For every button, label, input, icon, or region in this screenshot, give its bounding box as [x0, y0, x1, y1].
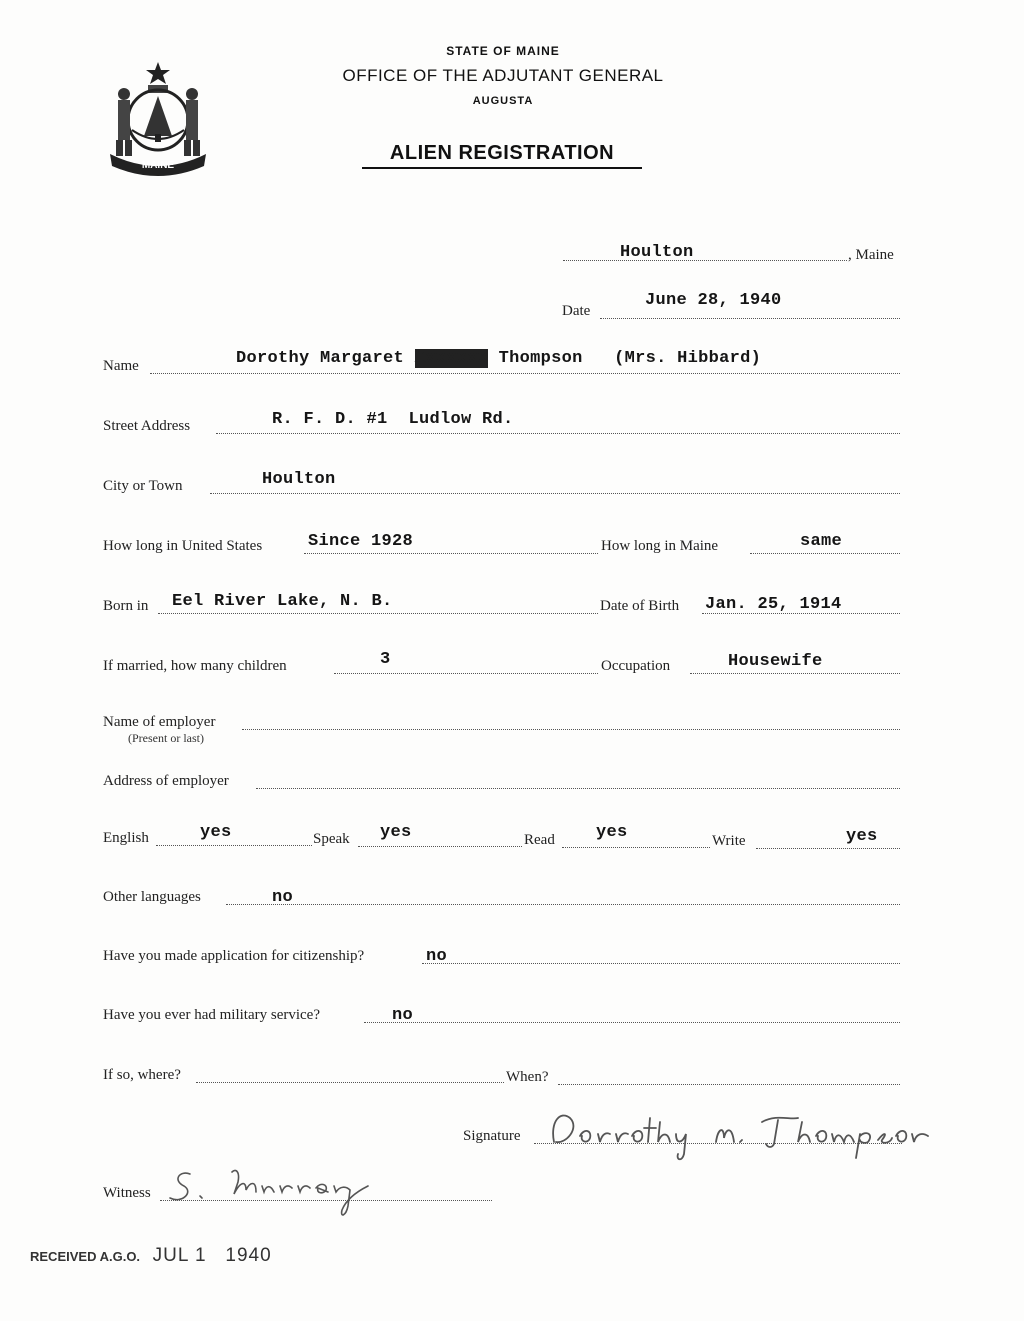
other-languages-line	[226, 904, 900, 905]
city-line	[210, 493, 900, 494]
english-line	[156, 845, 312, 846]
city-label: City or Town	[103, 478, 183, 494]
city-value: Houlton	[262, 470, 336, 489]
speak-value: yes	[380, 823, 412, 842]
write-line	[756, 848, 900, 849]
svg-text:MAINE: MAINE	[141, 160, 175, 171]
english-value: yes	[200, 823, 232, 842]
received-stamp-date: JUL 1	[152, 1245, 207, 1266]
when-line	[558, 1084, 900, 1085]
header-city: AUGUSTA	[472, 95, 534, 107]
location-value: Houlton	[620, 243, 694, 262]
occupation-label: Occupation	[601, 658, 671, 674]
date-value: June 28, 1940	[645, 291, 782, 310]
children-line	[334, 673, 598, 674]
citizenship-line	[422, 963, 900, 964]
witness-signature-handwriting	[160, 1160, 390, 1224]
employer-sublabel: (Present or last)	[128, 731, 204, 745]
maine-duration-line	[750, 553, 900, 554]
name-struck: Xxxxxxx	[414, 349, 489, 368]
born-value: Eel River Lake, N. B.	[172, 592, 393, 611]
name-last: Thompson	[498, 349, 583, 368]
military-line	[364, 1022, 900, 1023]
employer-address-line	[256, 788, 900, 789]
received-stamp	[30, 1245, 272, 1267]
maine-duration-value: same	[800, 532, 843, 551]
employer-address-label: Address of employer	[103, 773, 229, 789]
street-line	[216, 433, 900, 434]
name-first: Dorothy Margaret	[236, 349, 405, 368]
date-label: Date	[562, 303, 591, 319]
read-value: yes	[596, 823, 628, 842]
read-label: Read	[524, 832, 555, 848]
speak-label: Speak	[313, 831, 350, 847]
occupation-value: Housewife	[728, 652, 823, 671]
location-suffix: , Maine	[848, 247, 894, 263]
us-duration-line	[304, 553, 598, 554]
state-of-maine-seal-icon	[104, 58, 212, 176]
other-languages-label: Other languages	[103, 889, 201, 905]
location-line	[563, 260, 847, 261]
born-label: Born in	[103, 598, 149, 614]
name-label: Name	[103, 358, 139, 374]
born-line	[158, 613, 598, 614]
write-label: Write	[712, 833, 746, 849]
street-label: Street Address	[103, 418, 191, 434]
dob-label: Date of Birth	[600, 598, 680, 614]
received-stamp-year: 1940	[225, 1245, 272, 1266]
military-label: Have you ever had military service?	[103, 1007, 320, 1023]
us-duration-value: Since 1928	[308, 532, 414, 551]
employer-line	[242, 729, 900, 730]
speak-line	[358, 846, 522, 847]
maine-duration-label: How long in Maine	[601, 538, 719, 554]
header-state: STATE OF MAINE	[446, 44, 560, 58]
citizenship-value: no	[426, 947, 448, 966]
form-title: ALIEN REGISTRATION	[362, 142, 642, 169]
name-value	[236, 349, 761, 368]
where-line	[196, 1082, 504, 1083]
citizenship-label: Have you made application for citizenship?	[103, 948, 365, 964]
signature-label: Signature	[463, 1128, 521, 1144]
children-value: 3	[380, 650, 391, 669]
name-note: (Mrs. Hibbard)	[614, 349, 762, 368]
dob-value: Jan. 25, 1914	[705, 595, 842, 614]
english-label: English	[103, 830, 149, 846]
read-line	[562, 847, 710, 848]
header-office: OFFICE OF THE ADJUTANT GENERAL	[342, 66, 664, 85]
date-line	[600, 318, 900, 319]
where-label: If so, where?	[103, 1067, 181, 1083]
signature-handwriting	[540, 1098, 940, 1168]
occupation-line	[690, 673, 900, 674]
received-stamp-text: RECEIVED A.G.O.	[30, 1249, 141, 1264]
write-value: yes	[846, 827, 878, 846]
military-value: no	[392, 1006, 414, 1025]
us-duration-label: How long in United States	[103, 538, 263, 554]
street-value: R. F. D. #1 Ludlow Rd.	[272, 410, 514, 429]
employer-label: Name of employer	[103, 714, 216, 730]
children-label: If married, how many children	[103, 658, 287, 674]
when-label: When?	[506, 1069, 549, 1085]
name-line	[150, 373, 900, 374]
other-languages-value: no	[272, 888, 294, 907]
witness-label: Witness	[103, 1185, 151, 1201]
